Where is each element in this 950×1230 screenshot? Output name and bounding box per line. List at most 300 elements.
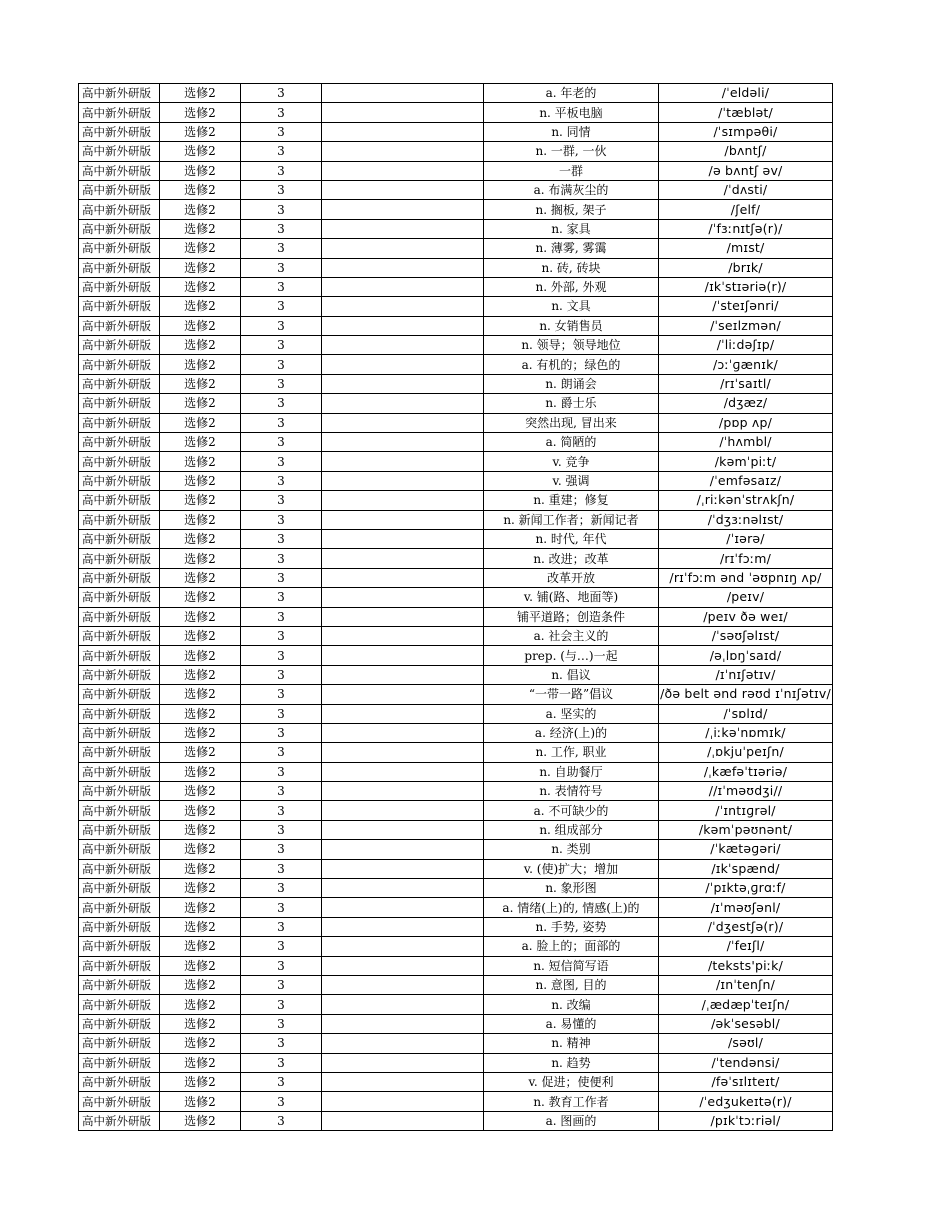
phonetic-cell: /peɪv/ [659,588,833,607]
word-cell [322,549,484,568]
table-row [79,471,833,490]
module-cell: 选修2 [160,840,241,859]
unit-cell: 3 [241,723,322,742]
module-cell: 选修2 [160,452,241,471]
unit-cell: 3 [241,588,322,607]
word-cell [322,1034,484,1053]
table-row [79,879,833,898]
table-row [79,743,833,762]
phonetic-cell: /ðə belt ənd rəʊd ɪˈnɪʃətɪv/ [659,685,833,704]
word-cell [322,879,484,898]
word-cell [322,84,484,103]
vocabulary-table [78,83,833,1131]
word-cell [322,568,484,587]
table-row [79,374,833,393]
module-cell: 选修2 [160,142,241,161]
textbook-cell: 高中新外研版 [79,568,160,587]
meaning-cell: v. 强调 [484,471,659,490]
unit-cell: 3 [241,956,322,975]
module-cell: 选修2 [160,374,241,393]
meaning-cell: n. 一群, 一伙 [484,142,659,161]
unit-cell: 3 [241,820,322,839]
table-row [79,510,833,529]
meaning-cell: n. 手势, 姿势 [484,917,659,936]
meaning-cell: a. 易懂的 [484,1014,659,1033]
textbook-cell: 高中新外研版 [79,180,160,199]
module-cell: 选修2 [160,626,241,645]
phonetic-cell: /ˈpɪktəˌɡrɑːf/ [659,879,833,898]
meaning-cell: n. 改进；改革 [484,549,659,568]
table-row [79,704,833,723]
meaning-cell: n. 象形图 [484,879,659,898]
module-cell: 选修2 [160,200,241,219]
textbook-cell: 高中新外研版 [79,820,160,839]
meaning-cell: a. 有机的；绿色的 [484,355,659,374]
textbook-cell: 高中新外研版 [79,879,160,898]
meaning-cell: n. 爵士乐 [484,394,659,413]
table-row [79,413,833,432]
table-row [79,103,833,122]
meaning-cell: n. 趋势 [484,1053,659,1072]
table-row [79,859,833,878]
module-cell: 选修2 [160,122,241,141]
textbook-cell: 高中新外研版 [79,704,160,723]
word-cell [322,840,484,859]
table-row [79,801,833,820]
unit-cell: 3 [241,665,322,684]
phonetic-cell: /ˈliːdəʃɪp/ [659,336,833,355]
table-row [79,1111,833,1130]
meaning-cell: a. 简陋的 [484,433,659,452]
textbook-cell: 高中新外研版 [79,161,160,180]
unit-cell: 3 [241,626,322,645]
phonetic-cell: /ˈdʌsti/ [659,180,833,199]
word-cell [322,103,484,122]
phonetic-cell: /ʃelf/ [659,200,833,219]
unit-cell: 3 [241,898,322,917]
textbook-cell: 高中新外研版 [79,491,160,510]
word-cell [322,161,484,180]
meaning-cell: n. 搁板, 架子 [484,200,659,219]
word-cell [322,646,484,665]
table-row [79,239,833,258]
word-cell [322,723,484,742]
phonetic-cell: /fəˈsɪlɪteɪt/ [659,1072,833,1091]
meaning-cell: a. 年老的 [484,84,659,103]
phonetic-cell: /ˈsteɪʃənri/ [659,297,833,316]
textbook-cell: 高中新外研版 [79,316,160,335]
textbook-cell: 高中新外研版 [79,510,160,529]
meaning-cell: “一带一路”倡议 [484,685,659,704]
phonetic-cell: /ɪkˈstɪəriə(r)/ [659,277,833,296]
unit-cell: 3 [241,1072,322,1091]
module-cell: 选修2 [160,161,241,180]
meaning-cell: n. 新闻工作者；新闻记者 [484,510,659,529]
table-row [79,1072,833,1091]
meaning-cell: a. 脸上的；面部的 [484,937,659,956]
module-cell: 选修2 [160,879,241,898]
module-cell: 选修2 [160,1111,241,1130]
word-cell [322,995,484,1014]
meaning-cell: n. 组成部分 [484,820,659,839]
textbook-cell: 高中新外研版 [79,549,160,568]
word-cell [322,1111,484,1130]
meaning-cell: n. 重建；修复 [484,491,659,510]
word-cell [322,626,484,645]
table-row [79,336,833,355]
phonetic-cell: /ə bʌntʃ əv/ [659,161,833,180]
table-row [79,452,833,471]
module-cell: 选修2 [160,529,241,548]
phonetic-cell: /ˈtendənsi/ [659,1053,833,1072]
unit-cell: 3 [241,1014,322,1033]
textbook-cell: 高中新外研版 [79,239,160,258]
word-cell [322,355,484,374]
table-row [79,258,833,277]
unit-cell: 3 [241,743,322,762]
table-row [79,316,833,335]
word-cell [322,1092,484,1111]
table-row [79,1034,833,1053]
word-cell [322,258,484,277]
word-cell [322,917,484,936]
meaning-cell: a. 图画的 [484,1111,659,1130]
module-cell: 选修2 [160,588,241,607]
table-row [79,917,833,936]
textbook-cell: 高中新外研版 [79,995,160,1014]
meaning-cell: n. 教育工作者 [484,1092,659,1111]
unit-cell: 3 [241,277,322,296]
meaning-cell: n. 意图, 目的 [484,975,659,994]
module-cell: 选修2 [160,219,241,238]
unit-cell: 3 [241,568,322,587]
textbook-cell: 高中新外研版 [79,122,160,141]
table-row [79,297,833,316]
phonetic-cell: /səʊl/ [659,1034,833,1053]
phonetic-cell: /pɒp ʌp/ [659,413,833,432]
meaning-cell: n. 薄雾, 雾霭 [484,239,659,258]
table-row [79,491,833,510]
table-row [79,607,833,626]
word-cell [322,898,484,917]
unit-cell: 3 [241,917,322,936]
table-row [79,1092,833,1111]
meaning-cell: n. 领导；领导地位 [484,336,659,355]
table-row [79,685,833,704]
textbook-cell: 高中新外研版 [79,1053,160,1072]
table-row [79,568,833,587]
word-cell [322,239,484,258]
phonetic-cell: /ˌædæpˈteɪʃn/ [659,995,833,1014]
phonetic-cell: /əˌlɒŋˈsaɪd/ [659,646,833,665]
meaning-cell: n. 时代, 年代 [484,529,659,548]
unit-cell: 3 [241,355,322,374]
table-row [79,975,833,994]
textbook-cell: 高中新外研版 [79,782,160,801]
word-cell [322,219,484,238]
textbook-cell: 高中新外研版 [79,529,160,548]
table-row [79,782,833,801]
unit-cell: 3 [241,704,322,723]
table-row [79,161,833,180]
unit-cell: 3 [241,859,322,878]
module-cell: 选修2 [160,723,241,742]
phonetic-cell: /ɪˈməʊʃənl/ [659,898,833,917]
table-row [79,762,833,781]
textbook-cell: 高中新外研版 [79,297,160,316]
module-cell: 选修2 [160,258,241,277]
module-cell: 选修2 [160,568,241,587]
table-row [79,549,833,568]
module-cell: 选修2 [160,898,241,917]
word-cell [322,762,484,781]
meaning-cell: a. 经济(上)的 [484,723,659,742]
meaning-cell: n. 平板电脑 [484,103,659,122]
word-cell [322,743,484,762]
meaning-cell: 铺平道路；创造条件 [484,607,659,626]
unit-cell: 3 [241,995,322,1014]
module-cell: 选修2 [160,665,241,684]
table-row [79,142,833,161]
textbook-cell: 高中新外研版 [79,665,160,684]
phonetic-cell: /rɪˈfɔːm ənd ˈəʊpnɪŋ ʌp/ [659,568,833,587]
table-row [79,646,833,665]
module-cell: 选修2 [160,1092,241,1111]
phonetic-cell: /pɪkˈtɔːriəl/ [659,1111,833,1130]
textbook-cell: 高中新外研版 [79,103,160,122]
phonetic-cell: /ɪkˈspænd/ [659,859,833,878]
phonetic-cell: /ˈfɜːnɪtʃə(r)/ [659,219,833,238]
phonetic-cell: /ˈfeɪʃl/ [659,937,833,956]
textbook-cell: 高中新外研版 [79,588,160,607]
unit-cell: 3 [241,122,322,141]
textbook-cell: 高中新外研版 [79,200,160,219]
module-cell: 选修2 [160,762,241,781]
unit-cell: 3 [241,529,322,548]
unit-cell: 3 [241,549,322,568]
table-row [79,588,833,607]
meaning-cell: v. 铺(路、地面等) [484,588,659,607]
table-row [79,1053,833,1072]
meaning-cell: v. (使)扩大；增加 [484,859,659,878]
module-cell: 选修2 [160,995,241,1014]
phonetic-cell: /peɪv ðə weɪ/ [659,607,833,626]
phonetic-cell: /ˈeldəli/ [659,84,833,103]
textbook-cell: 高中新外研版 [79,840,160,859]
phonetic-cell: /ɔːˈɡænɪk/ [659,355,833,374]
meaning-cell: prep. (与…)一起 [484,646,659,665]
phonetic-cell: /brɪk/ [659,258,833,277]
word-cell [322,801,484,820]
meaning-cell: 改革开放 [484,568,659,587]
phonetic-cell: /ˌiːkəˈnɒmɪk/ [659,723,833,742]
unit-cell: 3 [241,374,322,393]
phonetic-cell: /dʒæz/ [659,394,833,413]
textbook-cell: 高中新外研版 [79,723,160,742]
phonetic-cell: /ˈsəʊʃəlɪst/ [659,626,833,645]
table-row [79,723,833,742]
table-row [79,956,833,975]
phonetic-cell: /ˈsɒlɪd/ [659,704,833,723]
phonetic-cell: /ˌriːkənˈstrʌkʃn/ [659,491,833,510]
phonetic-cell: /ˈseɪlzmən/ [659,316,833,335]
meaning-cell: a. 社会主义的 [484,626,659,645]
phonetic-cell: /mɪst/ [659,239,833,258]
module-cell: 选修2 [160,433,241,452]
module-cell: 选修2 [160,297,241,316]
table-row [79,626,833,645]
textbook-cell: 高中新外研版 [79,258,160,277]
word-cell [322,782,484,801]
module-cell: 选修2 [160,239,241,258]
unit-cell: 3 [241,782,322,801]
module-cell: 选修2 [160,607,241,626]
meaning-cell: n. 外部, 外观 [484,277,659,296]
module-cell: 选修2 [160,704,241,723]
word-cell [322,820,484,839]
word-cell [322,975,484,994]
module-cell: 选修2 [160,782,241,801]
meaning-cell: n. 同情 [484,122,659,141]
unit-cell: 3 [241,762,322,781]
word-cell [322,1053,484,1072]
unit-cell: 3 [241,394,322,413]
unit-cell: 3 [241,840,322,859]
phonetic-cell: /bʌntʃ/ [659,142,833,161]
word-cell [322,937,484,956]
textbook-cell: 高中新外研版 [79,471,160,490]
module-cell: 选修2 [160,743,241,762]
word-cell [322,122,484,141]
textbook-cell: 高中新外研版 [79,1072,160,1091]
module-cell: 选修2 [160,413,241,432]
table-row [79,898,833,917]
word-cell [322,491,484,510]
textbook-cell: 高中新外研版 [79,336,160,355]
phonetic-cell: /ɪnˈtenʃn/ [659,975,833,994]
unit-cell: 3 [241,879,322,898]
phonetic-cell: /ɪˈnɪʃətɪv/ [659,665,833,684]
module-cell: 选修2 [160,1014,241,1033]
unit-cell: 3 [241,336,322,355]
unit-cell: 3 [241,510,322,529]
textbook-cell: 高中新外研版 [79,956,160,975]
textbook-cell: 高中新外研版 [79,1014,160,1033]
meaning-cell: n. 类别 [484,840,659,859]
module-cell: 选修2 [160,316,241,335]
meaning-cell: n. 工作, 职业 [484,743,659,762]
table-row [79,840,833,859]
word-cell [322,180,484,199]
module-cell: 选修2 [160,510,241,529]
unit-cell: 3 [241,84,322,103]
phonetic-cell: /ˈtæblət/ [659,103,833,122]
textbook-cell: 高中新外研版 [79,917,160,936]
meaning-cell: n. 朗诵会 [484,374,659,393]
module-cell: 选修2 [160,355,241,374]
module-cell: 选修2 [160,956,241,975]
unit-cell: 3 [241,1053,322,1072]
unit-cell: 3 [241,180,322,199]
word-cell [322,433,484,452]
unit-cell: 3 [241,258,322,277]
phonetic-cell: /ˈemfəsaɪz/ [659,471,833,490]
textbook-cell: 高中新外研版 [79,859,160,878]
textbook-cell: 高中新外研版 [79,277,160,296]
module-cell: 选修2 [160,471,241,490]
meaning-cell: n. 砖, 砖块 [484,258,659,277]
word-cell [322,510,484,529]
word-cell [322,277,484,296]
unit-cell: 3 [241,316,322,335]
word-cell [322,297,484,316]
phonetic-cell: /ˈedʒukeɪtə(r)/ [659,1092,833,1111]
word-cell [322,142,484,161]
word-cell [322,413,484,432]
textbook-cell: 高中新外研版 [79,433,160,452]
module-cell: 选修2 [160,1053,241,1072]
phonetic-cell: /teksts'piːk/ [659,956,833,975]
table-row [79,277,833,296]
textbook-cell: 高中新外研版 [79,607,160,626]
table-row [79,84,833,103]
unit-cell: 3 [241,142,322,161]
phonetic-cell: /kəmˈpəʊnənt/ [659,820,833,839]
meaning-cell: 突然出现, 冒出来 [484,413,659,432]
table-row [79,122,833,141]
meaning-cell: a. 布满灰尘的 [484,180,659,199]
module-cell: 选修2 [160,646,241,665]
phonetic-cell: /ˌkæfəˈtɪəriə/ [659,762,833,781]
textbook-cell: 高中新外研版 [79,743,160,762]
module-cell: 选修2 [160,103,241,122]
module-cell: 选修2 [160,1072,241,1091]
meaning-cell: n. 文具 [484,297,659,316]
textbook-cell: 高中新外研版 [79,219,160,238]
meaning-cell: 一群 [484,161,659,180]
table-row [79,433,833,452]
meaning-cell: n. 倡议 [484,665,659,684]
word-cell [322,588,484,607]
module-cell: 选修2 [160,180,241,199]
word-cell [322,316,484,335]
table-row [79,995,833,1014]
module-cell: 选修2 [160,394,241,413]
textbook-cell: 高中新外研版 [79,626,160,645]
word-cell [322,685,484,704]
textbook-cell: 高中新外研版 [79,84,160,103]
word-cell [322,704,484,723]
unit-cell: 3 [241,452,322,471]
phonetic-cell: /ˈdʒɜːnəlɪst/ [659,510,833,529]
module-cell: 选修2 [160,84,241,103]
table-row [79,200,833,219]
textbook-cell: 高中新外研版 [79,413,160,432]
textbook-cell: 高中新外研版 [79,374,160,393]
module-cell: 选修2 [160,1034,241,1053]
word-cell [322,336,484,355]
unit-cell: 3 [241,297,322,316]
word-cell [322,607,484,626]
phonetic-cell: /əkˈsesəbl/ [659,1014,833,1033]
module-cell: 选修2 [160,549,241,568]
word-cell [322,452,484,471]
table-row [79,219,833,238]
module-cell: 选修2 [160,801,241,820]
meaning-cell: n. 精神 [484,1034,659,1053]
meaning-cell: n. 女销售员 [484,316,659,335]
textbook-cell: 高中新外研版 [79,937,160,956]
